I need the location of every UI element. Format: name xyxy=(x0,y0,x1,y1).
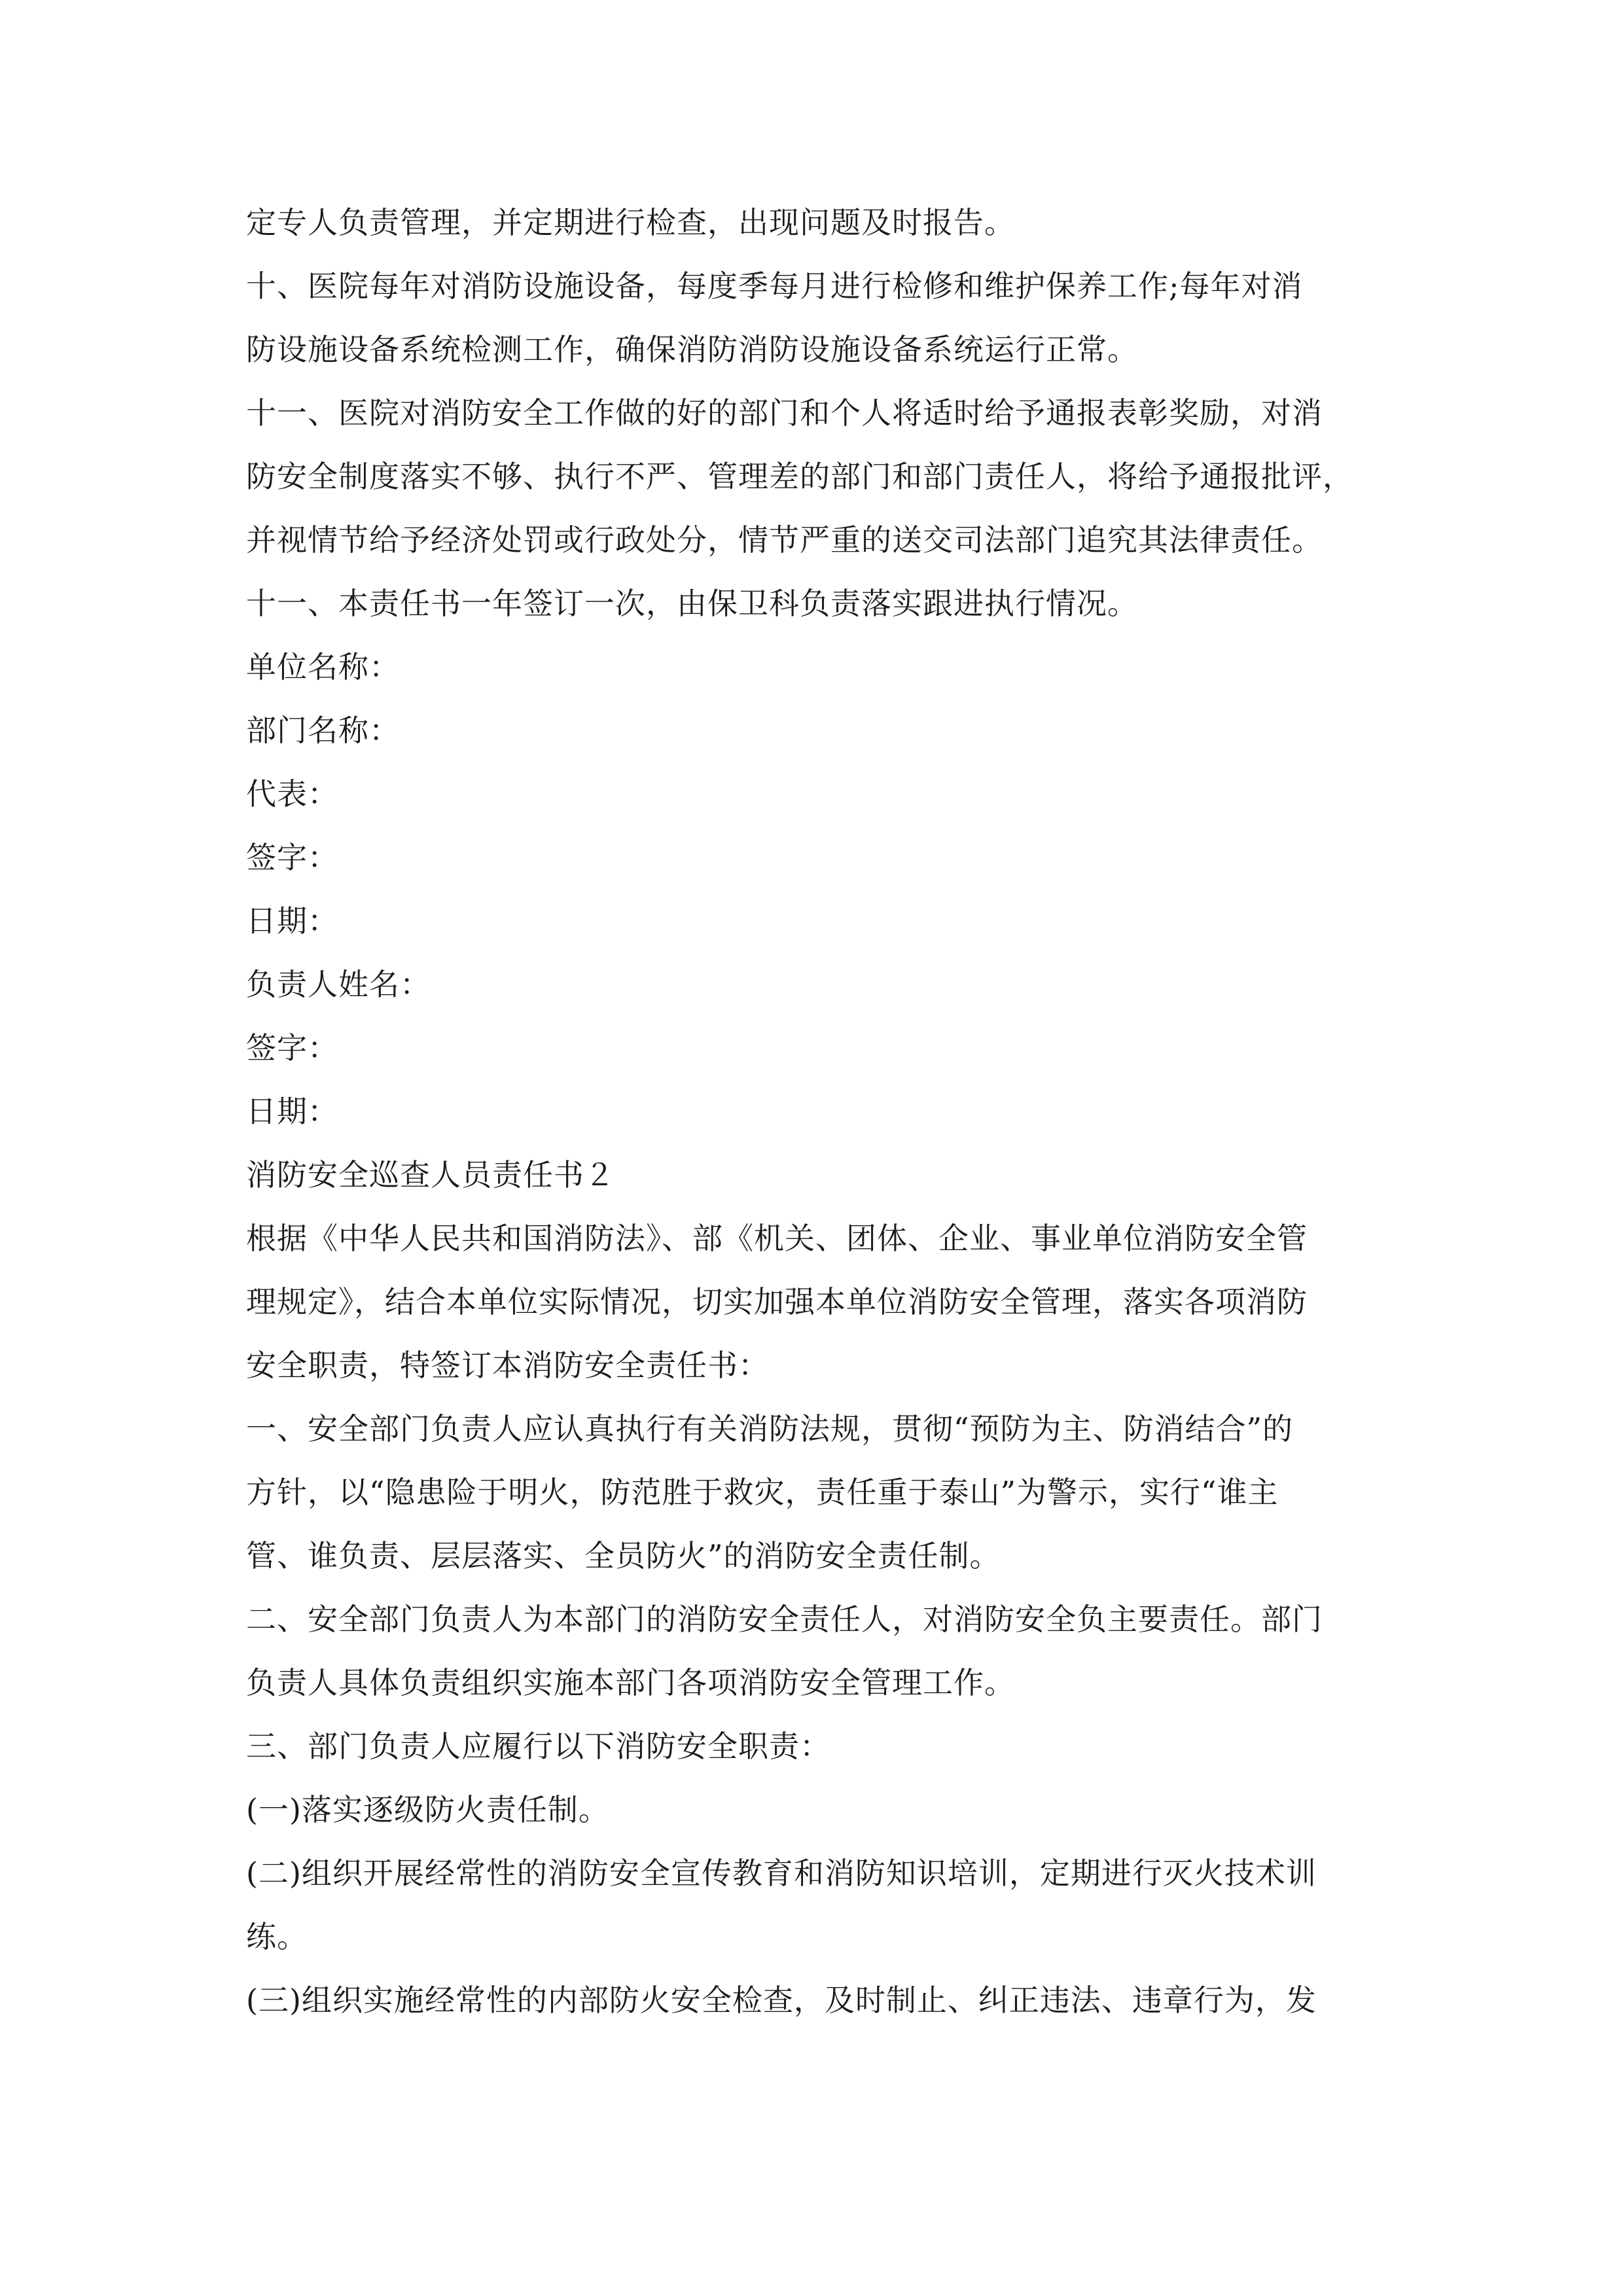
text-line: 方针，以“隐患险于明火，防范胜于救灾，责任重于泰山”为警示，实行“谁主 xyxy=(246,1475,1279,1510)
text-line: 防设施设备系统检测工作，确保消防消防设施设备系统运行正常。 xyxy=(246,332,1138,367)
form-field-label: 负责人姓名： xyxy=(246,967,431,1002)
document-body xyxy=(246,191,1398,2032)
form-field-label: 签字： xyxy=(246,840,338,875)
text-line: (二)组织开展经常性的消防安全宣传教育和消防知识培训，定期进行灭火技术训 xyxy=(246,1856,1317,1891)
text-line: 练。 xyxy=(246,1919,308,1954)
text-line: 管、谁负责、层层落实、全员防火”的消防安全责任制。 xyxy=(246,1538,1001,1573)
text-line: 防安全制度落实不够、执行不严、管理差的部门和部门责任人，将给予通报批评， xyxy=(246,459,1353,494)
form-field-label: 部门名称： xyxy=(246,713,400,748)
text-line: 十、医院每年对消防设施设备，每度季每月进行检修和维护保养工作;每年对消 xyxy=(246,268,1303,304)
text-line: 二、安全部门负责人为本部门的消防安全责任人，对消防安全负主要责任。部门 xyxy=(246,1602,1323,1637)
text-line: 十一、医院对消防安全工作做的好的部门和个人将适时给予通报表彰奖励，对消 xyxy=(246,395,1323,431)
form-field-label: 日期： xyxy=(246,903,338,939)
text-line: 定专人负责管理，并定期进行检查，出现问题及时报告。 xyxy=(246,205,1015,240)
section-title: 消防安全巡查人员责任书２ xyxy=(246,1157,615,1193)
text-line: 并视情节给予经济处罚或行政处分，情节严重的送交司法部门追究其法律责任。 xyxy=(246,522,1323,558)
text-line: 三、部门负责人应履行以下消防安全职责： xyxy=(246,1729,830,1764)
text-line: 十一、本责任书一年签订一次，由保卫科负责落实跟进执行情况。 xyxy=(246,586,1138,621)
text-line: 根据《中华人民共和国消防法》、部《机关、团体、企业、事业单位消防安全管 xyxy=(246,1221,1308,1256)
form-field-label: 签字： xyxy=(246,1030,338,1066)
form-field-label: 日期： xyxy=(246,1094,338,1129)
text-line: 负责人具体负责组织实施本部门各项消防安全管理工作。 xyxy=(246,1665,1015,1700)
form-field-label: 单位名称： xyxy=(246,649,400,685)
text-line: (三)组织实施经常性的内部防火安全检查，及时制止、纠正违法、违章行为，发 xyxy=(246,1982,1317,2018)
text-line: 一、安全部门负责人应认真执行有关消防法规，贯彻“预防为主、防消结合”的 xyxy=(246,1411,1294,1446)
text-line: 理规定》，结合本单位实际情况，切实加强本单位消防安全管理，落实各项消防 xyxy=(246,1284,1308,1319)
form-field-label: 代表： xyxy=(246,776,338,812)
text-line: (一)落实逐级防火责任制。 xyxy=(246,1792,609,1827)
text-line: 安全职责，特签订本消防安全责任书： xyxy=(246,1348,769,1383)
